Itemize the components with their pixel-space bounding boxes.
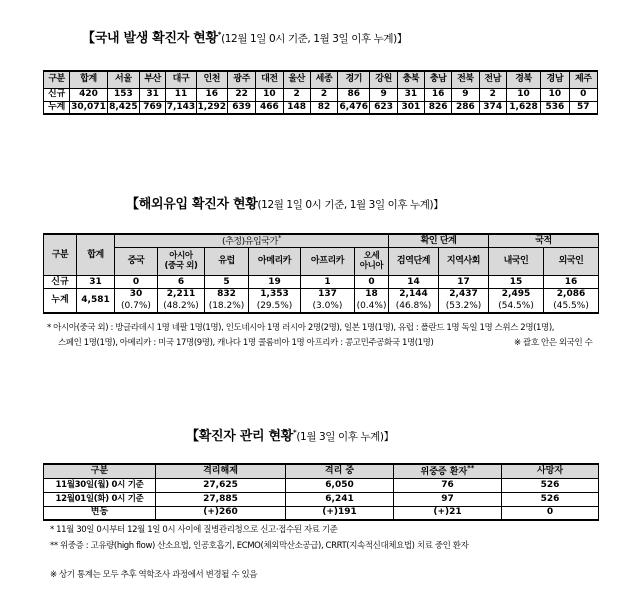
cell: 0 bbox=[355, 276, 389, 289]
cell: 31 bbox=[140, 88, 166, 101]
header-cell: 외국인 bbox=[544, 248, 599, 276]
cell: 8,425 bbox=[107, 101, 139, 114]
domestic-title: 【국내 발생 확진자 현황*(12월 1일 0시 기준, 1월 3일 이후 누계)】 bbox=[82, 30, 407, 46]
header-cell: 제주 bbox=[569, 71, 598, 88]
cell: 15 bbox=[489, 276, 544, 289]
cell: 27,625 bbox=[156, 478, 286, 492]
cell: 31 bbox=[77, 276, 115, 289]
management-footnote-2: ** 위중증 : 고유량(high flow) 산소요법, 인공호흡기, ECMO(체외막산소공급), CRRT(지속적신대체요법) 치료 중인 환자 bbox=[50, 541, 469, 551]
cell: 2 bbox=[310, 88, 337, 101]
header-cell: 충북 bbox=[397, 71, 424, 88]
domestic-header-row bbox=[44, 71, 598, 88]
cell: 466 bbox=[256, 101, 283, 114]
management-footnote-1: * 11월 30일 0시부터 12월 1일 0시 사이에 질병관리청으로 신고·접수된 자료 기준 bbox=[50, 525, 338, 535]
header-cell: 세종 bbox=[310, 71, 337, 88]
header-cell: 경남 bbox=[541, 71, 569, 88]
header-cell: 유럽 bbox=[205, 248, 249, 276]
cell: 301 bbox=[397, 101, 424, 114]
header-cell: 중국 bbox=[115, 248, 158, 276]
cell: 57 bbox=[569, 101, 598, 114]
header-cell: 강원 bbox=[370, 71, 397, 88]
header-cell: 검역단계 bbox=[389, 248, 439, 276]
header-cell: 내국인 bbox=[489, 248, 544, 276]
cell: 0 bbox=[502, 506, 599, 520]
cell: 6,476 bbox=[338, 101, 370, 114]
cell: 10 bbox=[506, 88, 540, 101]
header-cell: 위중증 환자** bbox=[394, 464, 502, 478]
cell: 30 bbox=[115, 289, 158, 301]
header-nationality: 국적 bbox=[489, 234, 599, 248]
cell: (+)191 bbox=[286, 506, 394, 520]
header-cell: 아시아 (중국 외) bbox=[158, 248, 205, 276]
overseas-footnote-1: * 아시아(중국 외) : 방글라데시 1명 네팔 1명(1명), 인도네시아 1명 러시아 2명(2명), 일본 1명(1명), 유럽 : 폴란드 1명 독일 1명 스위스 2명(1명), bbox=[47, 323, 555, 333]
overseas-header-row-2 bbox=[44, 248, 599, 276]
percent-cell: (46.8%) bbox=[389, 301, 439, 313]
cell: 1,353 bbox=[249, 289, 301, 301]
header-cell: 인천 bbox=[196, 71, 227, 88]
header-cell: 경북 bbox=[506, 71, 540, 88]
row-label-change: 변동 bbox=[44, 506, 156, 520]
header-cell: 합계 bbox=[77, 234, 115, 276]
cell: 17 bbox=[439, 276, 489, 289]
overseas-footnote-2: 스페인 1명(1명), 아메리카 : 미국 17명(9명), 캐나다 1명 콜롬비아 1명 아프리카 : 콩고민주공화국 1명(1명) bbox=[58, 338, 434, 348]
header-cell: 격리 중 bbox=[286, 464, 394, 478]
cell: 148 bbox=[283, 101, 310, 114]
header-cell: 대구 bbox=[166, 71, 196, 88]
cell: 2,086 bbox=[544, 289, 599, 301]
header-inflow-country: (추정)유입국가* bbox=[115, 234, 389, 248]
cell: 0 bbox=[115, 276, 158, 289]
percent-cell: (48.2%) bbox=[158, 301, 205, 313]
table-row bbox=[44, 289, 599, 301]
row-label-new: 신규 bbox=[44, 276, 77, 289]
cell: 4,581 bbox=[77, 289, 115, 313]
header-cell: 사망자 bbox=[502, 464, 599, 478]
cell: 536 bbox=[541, 101, 569, 114]
management-table bbox=[43, 463, 599, 521]
cell: 153 bbox=[107, 88, 139, 101]
cell: 16 bbox=[196, 88, 227, 101]
domestic-table bbox=[43, 70, 598, 115]
header-cell: 구분 bbox=[44, 234, 77, 276]
percent-cell: (3.0%) bbox=[301, 301, 355, 313]
cell: 9 bbox=[370, 88, 397, 101]
table-row bbox=[44, 492, 599, 506]
cell: 526 bbox=[502, 492, 599, 506]
header-cell: 광주 bbox=[227, 71, 255, 88]
management-title: 【확진자 관리 현황*(1월 3일 이후 누계)】 bbox=[186, 428, 394, 444]
cell: 30,071 bbox=[70, 101, 107, 114]
overseas-header-row-1 bbox=[44, 234, 599, 248]
cell: 76 bbox=[394, 478, 502, 492]
cell: 11 bbox=[166, 88, 196, 101]
row-label-cumulative: 누계 bbox=[44, 289, 77, 313]
header-cell: 울산 bbox=[283, 71, 310, 88]
cell: 7,143 bbox=[166, 101, 196, 114]
row-label: 11월30일(월) 0시 기준 bbox=[44, 478, 156, 492]
cell: 10 bbox=[256, 88, 283, 101]
table-row-percent bbox=[44, 301, 599, 313]
cell: 97 bbox=[394, 492, 502, 506]
cell: 10 bbox=[541, 88, 569, 101]
cell: 2,437 bbox=[439, 289, 489, 301]
cell: 420 bbox=[70, 88, 107, 101]
cell: 18 bbox=[355, 289, 389, 301]
cell: 0 bbox=[569, 88, 598, 101]
header-cell: 충남 bbox=[425, 71, 452, 88]
general-footnote: ※ 상기 통계는 모두 추후 역학조사 과정에서 변경될 수 있음 bbox=[50, 570, 258, 580]
cell: 6 bbox=[158, 276, 205, 289]
header-cell: 오세 아니아 bbox=[355, 248, 389, 276]
header-cell: 서울 bbox=[107, 71, 139, 88]
cell: 832 bbox=[205, 289, 249, 301]
cell: 16 bbox=[425, 88, 452, 101]
percent-cell: (0.7%) bbox=[115, 301, 158, 313]
percent-cell: (29.5%) bbox=[249, 301, 301, 313]
header-cell: 전북 bbox=[452, 71, 479, 88]
cell: 639 bbox=[227, 101, 255, 114]
header-cell: 아메리카 bbox=[249, 248, 301, 276]
cell: 2,211 bbox=[158, 289, 205, 301]
cell: 826 bbox=[425, 101, 452, 114]
cell: (+)260 bbox=[156, 506, 286, 520]
percent-cell: (54.5%) bbox=[489, 301, 544, 313]
overseas-title: 【해외유입 확진자 현황(12월 1일 0시 기준, 1월 3일 이후 누계)】 bbox=[126, 197, 444, 212]
header-cell: 전남 bbox=[479, 71, 506, 88]
header-cell: 경기 bbox=[338, 71, 370, 88]
table-row bbox=[44, 478, 599, 492]
percent-cell: (53.2%) bbox=[439, 301, 489, 313]
header-cell: 지역사회 bbox=[439, 248, 489, 276]
cell: 623 bbox=[370, 101, 397, 114]
cell: 1,628 bbox=[506, 101, 540, 114]
table-row bbox=[44, 506, 599, 520]
cell: 2,144 bbox=[389, 289, 439, 301]
header-cell: 격리해제 bbox=[156, 464, 286, 478]
cell: 22 bbox=[227, 88, 255, 101]
cell: 286 bbox=[452, 101, 479, 114]
cell: 1,292 bbox=[196, 101, 227, 114]
percent-cell: (0.4%) bbox=[355, 301, 389, 313]
cell: 5 bbox=[205, 276, 249, 289]
header-cell: 구분 bbox=[44, 71, 70, 88]
cell: 1 bbox=[301, 276, 355, 289]
cell: 14 bbox=[389, 276, 439, 289]
cell: 2 bbox=[283, 88, 310, 101]
cell: (+)21 bbox=[394, 506, 502, 520]
cell: 769 bbox=[140, 101, 166, 114]
header-cell: 합계 bbox=[70, 71, 107, 88]
cell: 86 bbox=[338, 88, 370, 101]
table-row bbox=[44, 276, 599, 289]
row-label-new: 신규 bbox=[44, 88, 70, 101]
header-cell: 부산 bbox=[140, 71, 166, 88]
table-row bbox=[44, 101, 598, 114]
cell: 27,885 bbox=[156, 492, 286, 506]
header-cell: 구분 bbox=[44, 464, 156, 478]
cell: 6,241 bbox=[286, 492, 394, 506]
table-row bbox=[44, 88, 598, 101]
cell: 31 bbox=[397, 88, 424, 101]
row-label: 12월01일(화) 0시 기준 bbox=[44, 492, 156, 506]
header-cell: 대전 bbox=[256, 71, 283, 88]
management-header-row bbox=[44, 464, 599, 478]
cell: 6,050 bbox=[286, 478, 394, 492]
cell: 2 bbox=[479, 88, 506, 101]
cell: 2,495 bbox=[489, 289, 544, 301]
cell: 526 bbox=[502, 478, 599, 492]
percent-cell: (18.2%) bbox=[205, 301, 249, 313]
cell: 82 bbox=[310, 101, 337, 114]
cell: 19 bbox=[249, 276, 301, 289]
cell: 16 bbox=[544, 276, 599, 289]
overseas-table bbox=[43, 233, 599, 314]
row-label-cumulative: 누계 bbox=[44, 101, 70, 114]
cell: 9 bbox=[452, 88, 479, 101]
header-cell: 아프리카 bbox=[301, 248, 355, 276]
overseas-footnote-3: ※ 괄호 안은 외국인 수 bbox=[514, 338, 593, 348]
header-confirm-stage: 확인 단계 bbox=[389, 234, 489, 248]
percent-cell: (45.5%) bbox=[544, 301, 599, 313]
cell: 137 bbox=[301, 289, 355, 301]
cell: 374 bbox=[479, 101, 506, 114]
